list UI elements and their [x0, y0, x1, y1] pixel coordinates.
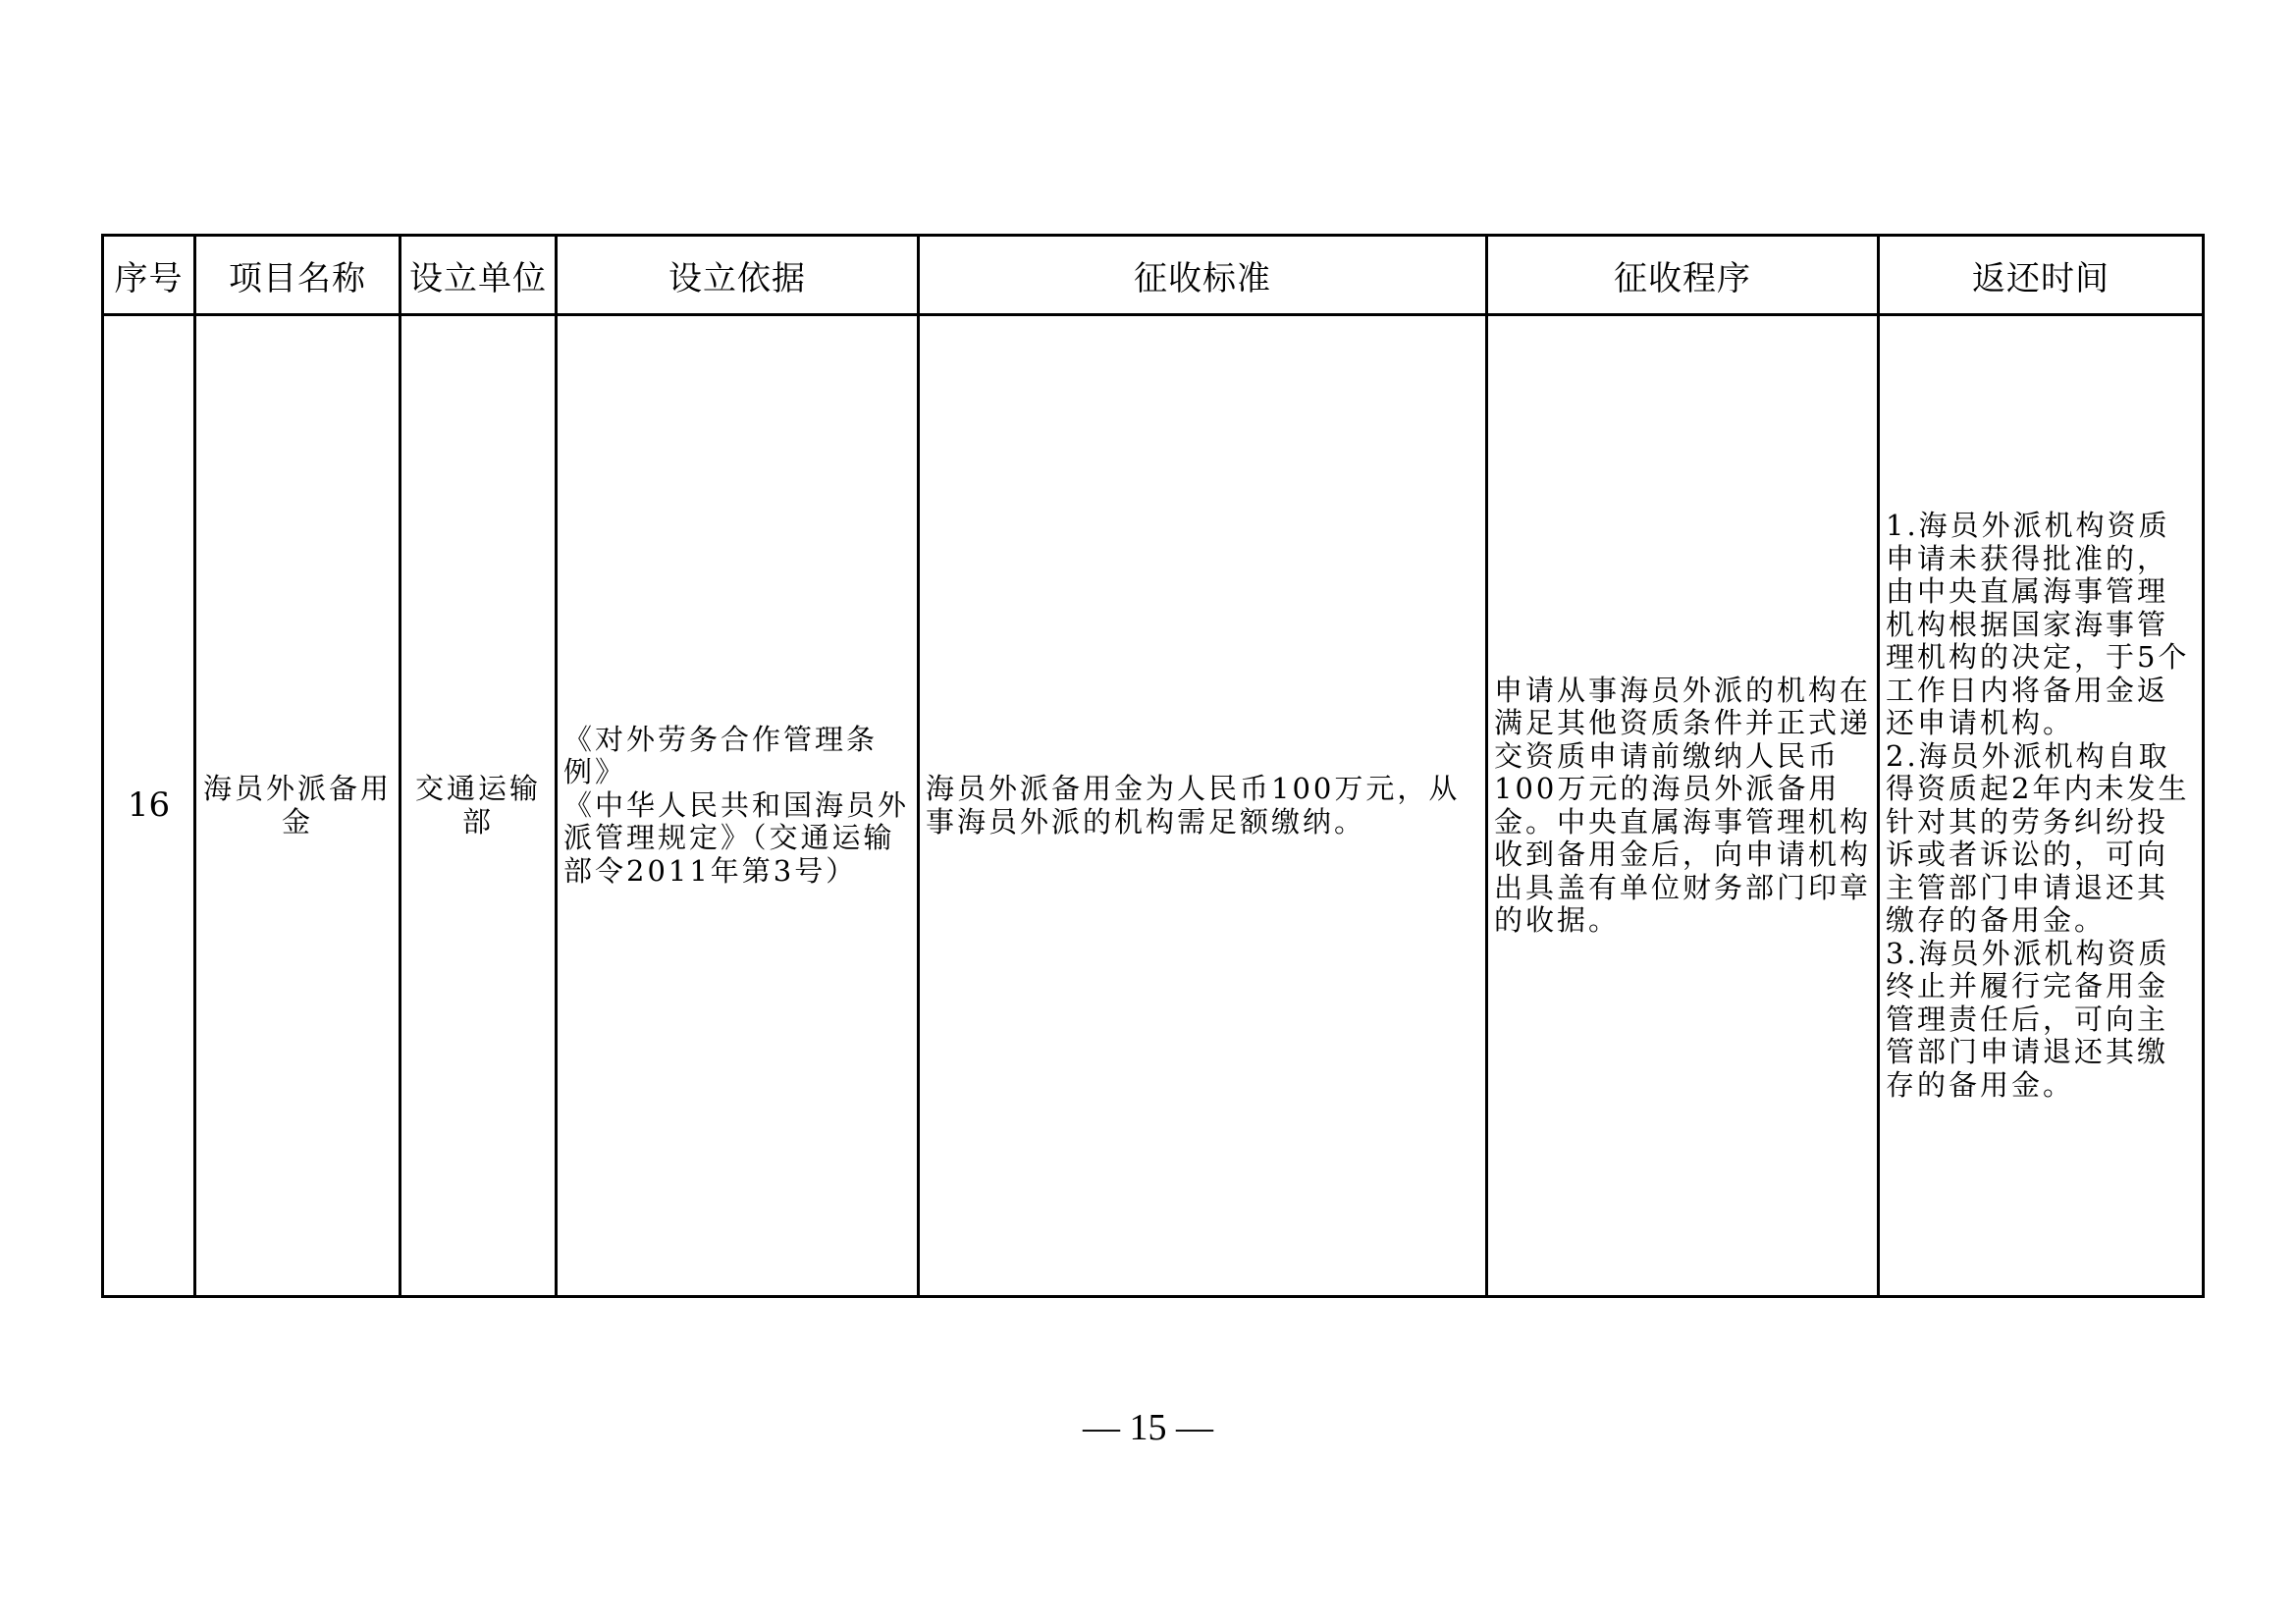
header-return-time: 返还时间 — [1879, 236, 2204, 315]
table-header-row — [103, 236, 2204, 315]
header-index: 序号 — [103, 236, 195, 315]
return-item: 2.海员外派机构自取得资质起2年内未发生针对其的劳务纠纷投诉或者诉讼的，可向主管部门申请退还其缴存的备用金。 — [1886, 738, 2190, 937]
cell-unit: 交通运输部 — [400, 315, 557, 1297]
cell-index: 16 — [103, 315, 195, 1297]
header-procedure: 征收程序 — [1487, 236, 1879, 315]
return-item: 1.海员外派机构资质申请未获得批准的，由中央直属海事管理机构根据国家海事管理机构的决定，于5个工作日内将备用金返还申请机构。 — [1886, 509, 2190, 739]
table-row — [103, 315, 2204, 1297]
cell-project-name: 海员外派备用金 — [195, 315, 400, 1297]
cell-return-time — [1879, 315, 2204, 1297]
page-number: — 15 — — [1083, 1407, 1213, 1448]
basis-item: 《对外劳务合作管理条例》 — [563, 722, 879, 789]
header-unit: 设立单位 — [400, 236, 557, 315]
header-project-name: 项目名称 — [195, 236, 400, 315]
cell-standard: 海员外派备用金为人民币100万元，从事海员外派的机构需足额缴纳。 — [919, 315, 1487, 1297]
fee-table — [101, 234, 2205, 1298]
cell-procedure: 申请从事海员外派的机构在满足其他资质条件并正式递交资质申请前缴纳人民币100万元的海员外派备用金。中央直属海事管理机构收到备用金后，向申请机构出具盖有单位财务部门印章的收据。 — [1487, 315, 1879, 1297]
basis-item: 《中华人民共和国海员外派管理规定》（交通运输部令2011年第3号） — [563, 787, 910, 888]
return-item: 3.海员外派机构资质终止并履行完备用金管理责任后，可向主管部门申请退还其缴存的备用金。 — [1886, 936, 2170, 1102]
header-standard: 征收标准 — [919, 236, 1487, 315]
header-basis: 设立依据 — [557, 236, 919, 315]
cell-basis — [557, 315, 919, 1297]
